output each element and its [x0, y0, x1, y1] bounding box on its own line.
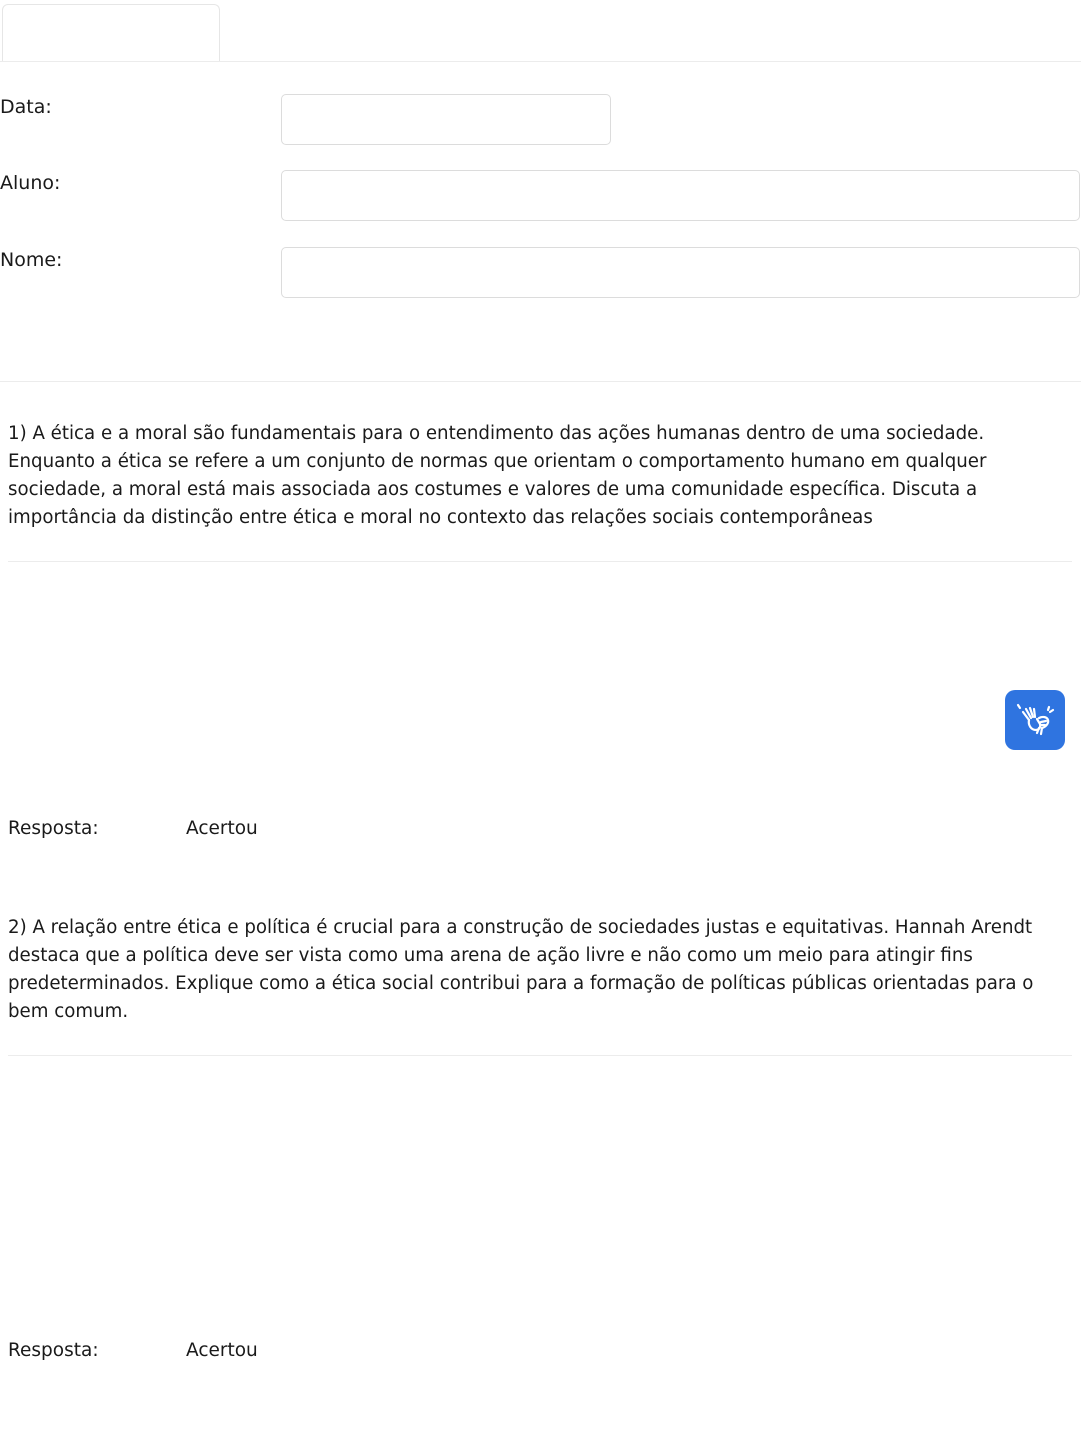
aluno-label: Aluno: [0, 172, 61, 194]
answer-value: Acertou [186, 818, 258, 839]
header-divider [0, 61, 1081, 62]
question-2-divider [8, 1055, 1072, 1056]
question-1-divider [8, 561, 1072, 562]
sign-language-hands-icon [1015, 700, 1055, 740]
question-1-text: 1) A ética e a moral são fundamentais para o entendimento das ações humanas dentro de uma sociedade. Enquanto a ética se refere a um conjunto de normas que orientam o comportamento humano em qualquer sociedade, a moral está mais associada aos costumes e valores de uma comunidade específica. Discuta a importância da distinção entre ética e moral no contexto das relações sociais contemporâneas [8, 423, 987, 528]
answer-label: Resposta: [8, 1340, 99, 1361]
data-label: Data: [0, 96, 52, 118]
data-input[interactable] [281, 94, 611, 145]
form-divider [0, 381, 1081, 382]
header-tab[interactable] [2, 4, 220, 62]
accessibility-button[interactable] [1005, 690, 1065, 750]
answer-value: Acertou [186, 1340, 258, 1361]
answer-label: Resposta: [8, 818, 99, 839]
aluno-input[interactable] [281, 170, 1080, 221]
question-2-text: 2) A relação entre ética e política é crucial para a construção de sociedades justas e equitativas. Hannah Arendt destaca que a política deve ser vista como uma arena de ação livre e não como um meio para atingir fins predeterminados. Explique como a ética social contribui para a formação de políticas públicas orientadas para o bem comum. [8, 917, 1034, 1022]
nome-input[interactable] [281, 247, 1080, 298]
nome-label: Nome: [0, 249, 63, 271]
